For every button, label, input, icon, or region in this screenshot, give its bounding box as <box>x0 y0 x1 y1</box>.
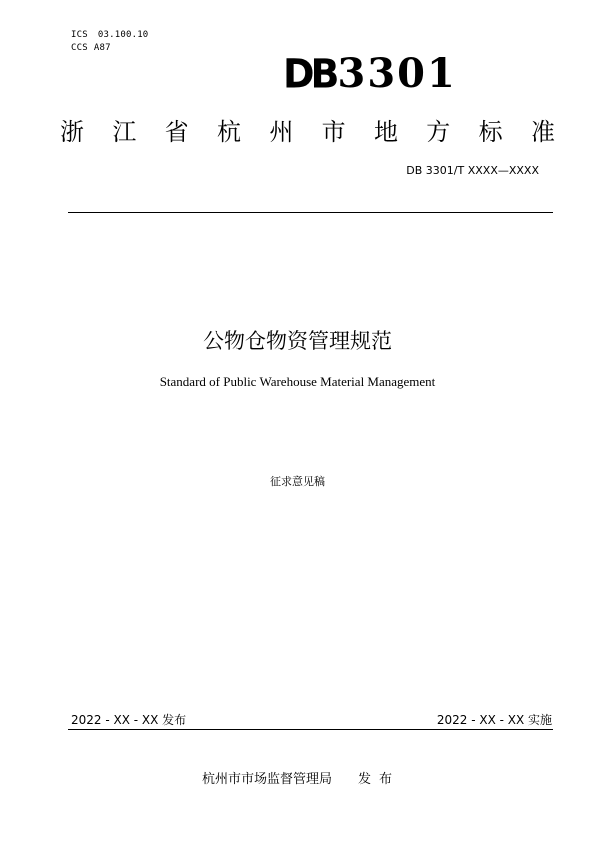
document-title-chinese: 公物仓物资管理规范 <box>203 329 392 353</box>
org-title-char: 杭 <box>216 118 241 146</box>
issuer-line <box>202 768 400 787</box>
org-title-char: 地 <box>373 118 398 146</box>
ics-code: 03.100.10 <box>97 30 149 40</box>
standard-number: DB 3301/T XXXX—XXXX <box>406 164 539 177</box>
implement-date: 2022 - XX - XX 实施 <box>436 713 552 727</box>
org-title <box>60 112 555 152</box>
ics-label: ICS <box>71 30 88 40</box>
footer-divider <box>68 729 553 730</box>
ccs-code: A87 <box>93 43 111 53</box>
org-title-char: 方 <box>426 118 451 146</box>
org-title-char: 准 <box>530 118 555 146</box>
org-title-char: 浙 <box>60 118 84 146</box>
draft-status: 征求意见稿 <box>270 475 325 488</box>
org-title-char: 省 <box>164 118 189 146</box>
org-title-char: 江 <box>112 118 137 146</box>
classification-codes <box>71 29 148 55</box>
document-title-english: Standard of Public Warehouse Material Management <box>159 374 436 389</box>
org-title-char: 标 <box>478 118 503 146</box>
org-title-char: 州 <box>269 118 294 146</box>
logo-number: 3301 <box>337 50 457 97</box>
logo-prefix: DB <box>283 50 336 98</box>
db-standard-logo <box>283 50 457 96</box>
ics-line <box>71 29 148 42</box>
issuer-action: 发布 <box>358 772 401 787</box>
ccs-label: CCS <box>71 43 88 53</box>
ccs-line <box>71 42 148 55</box>
org-title-char: 市 <box>321 118 346 146</box>
publish-date: 2022 - XX - XX 发布 <box>71 713 187 727</box>
header-divider <box>68 212 553 213</box>
issuer-name: 杭州市市场监督管理局 <box>202 772 333 787</box>
